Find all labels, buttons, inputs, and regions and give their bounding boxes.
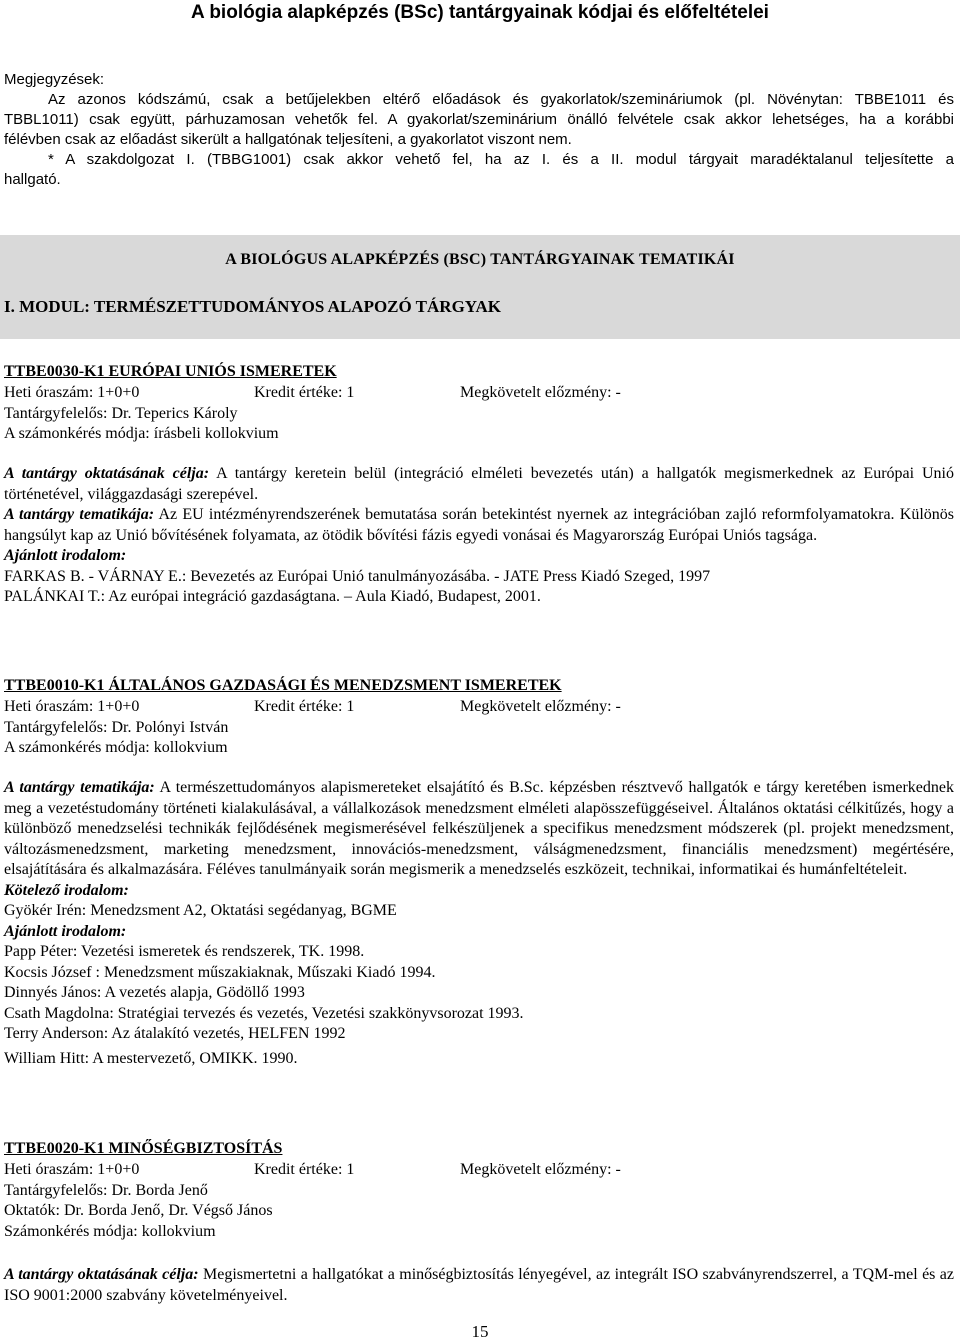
exam-method: A számonkérés módja: kollokvium xyxy=(4,739,228,756)
course-title: TTBE0010-K1 ÁLTALÁNOS GAZDASÁGI ÉS MENEDZSMENT ISMERETEK xyxy=(4,677,562,694)
literature-label: Ajánlott irodalom: xyxy=(4,547,127,564)
required-literature-label: Kötelező irodalom: xyxy=(4,881,129,899)
literature-item: Kocsis József : Menedzsment műszakiaknak, Műszaki Kiadó 1994. xyxy=(4,963,436,981)
page-number: 15 xyxy=(471,1322,489,1341)
course-ttbe0030-body xyxy=(4,464,954,608)
notes-label: Megjegyzések: xyxy=(4,71,105,88)
section-title: A BIOLÓGUS ALAPKÉPZÉS (BSC) TANTÁRGYAINAK TEMATIKÁI xyxy=(225,251,735,268)
course-ttbe0020 xyxy=(4,1139,954,1242)
goal-text: A tantárgy keretein belül (integráció elméleti bevezetés után) a hallgatók megismerkednek az Európai Unió történetével, világgazdasági szerepével. xyxy=(4,465,954,503)
course-meta xyxy=(4,383,954,404)
prerequisite: Megkövetelt előzmény: - xyxy=(460,1160,621,1178)
goal-label: A tantárgy oktatásának célja: xyxy=(4,465,210,482)
notes-block xyxy=(4,70,954,190)
notes-line: félévben csak az előadást sikerült a hallgatónak teljesíteni, a gyakorlatot viszont nem. xyxy=(4,131,572,148)
course-ttbe0030 xyxy=(4,362,954,445)
weekly-hours: Heti óraszám: 1+0+0 xyxy=(4,1160,140,1178)
exam-method: Számonkérés módja: kollokvium xyxy=(4,1222,216,1240)
notes-line: * A szakdolgozat I. (TBBG1001) csak akkor vehető fel, ha az I. és a II. modul tárgyait maradéktalanul teljesítette a xyxy=(48,151,954,168)
literature-item: Terry Anderson: Az átalakító vezetés, HELFEN 1992 xyxy=(4,1025,346,1042)
course-meta xyxy=(4,697,954,718)
course-meta xyxy=(4,1160,954,1181)
literature-item: Dinnyés János: A vezetés alapja, Gödöllő 1993 xyxy=(4,984,305,1001)
notes-line: Az azonos kódszámú, csak a betűjelekben eltérő előadások és gyakorlatok/szemináriumok (pl. Növénytan: TBBE1011 és xyxy=(48,91,954,108)
course-responsible: Tantárgyfelelős: Dr. Borda Jenő xyxy=(4,1181,208,1199)
literature-item: Csath Magdolna: Stratégiai tervezés és vezetés, Vezetési szakkönyvsorozat 1993. xyxy=(4,1004,524,1022)
prerequisite: Megkövetelt előzmény: - xyxy=(460,383,621,401)
course-responsible: Tantárgyfelelős: Dr. Polónyi István xyxy=(4,718,229,736)
course-teachers: Oktatók: Dr. Borda Jenő, Dr. Végső János xyxy=(4,1202,273,1219)
weekly-hours: Heti óraszám: 1+0+0 xyxy=(4,383,140,401)
goal-label: A tantárgy oktatásának célja: xyxy=(4,1266,199,1283)
literature-item: FARKAS B. - VÁRNAY E.: Bevezetés az Európai Unió tanulmányozásába. - JATE Press Kiadó Szeged, 1997 xyxy=(4,567,711,585)
course-ttbe0020-body xyxy=(4,1265,954,1306)
credit-value: Kredit értéke: 1 xyxy=(254,697,355,715)
notes-line: hallgató. xyxy=(4,171,61,188)
page-title: A biológia alapképzés (BSc) tantárgyainak kódjai és előfeltételei xyxy=(191,2,769,23)
literature-item: PALÁNKAI T.: Az európai integráció gazdaságtana. – Aula Kiadó, Budapest, 2001. xyxy=(4,588,541,605)
required-literature-item: Gyökér Irén: Menedzsment A2, Oktatási segédanyag, BGME xyxy=(4,902,397,919)
course-responsible: Tantárgyfelelős: Dr. Teperics Károly xyxy=(4,404,238,422)
exam-method: A számonkérés módja: írásbeli kollokvium xyxy=(4,425,279,442)
prerequisite: Megkövetelt előzmény: - xyxy=(460,697,621,715)
course-title: TTBE0020-K1 MINŐSÉGBIZTOSÍTÁS xyxy=(4,1140,283,1157)
weekly-hours: Heti óraszám: 1+0+0 xyxy=(4,697,140,715)
literature-item: William Hitt: A mestervezető, OMIKK. 1990. xyxy=(4,1049,298,1067)
notes-line: TBBL1011) csak együtt, párhuzamosan vehetők fel. A gyakorlat/szeminárium önálló felvétele csak akkor lehetséges, ha a korábbi xyxy=(4,111,954,128)
topic-text: Az EU intézményrendszerének bemutatása során betekintést nyernek az integrációban zajló reformfolyamatokra. Különös hangsúlyt kap az Unió bővítésének folyamata, az ötödik bővítési fázis egyedi vonásai és Magyarország Európai Uniós tagsága. xyxy=(4,506,955,544)
literature-item: Papp Péter: Vezetési ismeretek és rendszerek, TK. 1998. xyxy=(4,943,365,960)
credit-value: Kredit értéke: 1 xyxy=(254,1160,355,1178)
topic-label: A tantárgy tematikája: xyxy=(4,506,155,523)
credit-value: Kredit értéke: 1 xyxy=(254,383,355,401)
topic-text: A természettudományos alapismereteket elsajátító és B.Sc. képzésben résztvevő hallgatók e tárgy keretében ismerkednek meg a vezetéstudomány történeti kialakulásával, a vállalkozások menedzsment elméleti alapösszefüggéseivel. Általános oktatási célkitűzés, hogy a különböző menedzselési technikák fejlődésének megismerésével felkészüljenek a specifikus menedzsment módszerek (pl. projekt menedzsment, változásmenedzsment, marketing menedzsment, innovációs-menedzsment, válságmenedzsment, financiális menedzsment) megértésére, elsajátítására és alkalmazására. Féléves tanulmányaik során megismerik a menedzselés eszközeit, technikai, informatikai és humánfeltételeit. xyxy=(4,779,954,878)
course-ttbe0010 xyxy=(4,676,954,759)
section-banner xyxy=(0,235,960,339)
course-title: TTBE0030-K1 EURÓPAI UNIÓS ISMERETEK xyxy=(4,363,337,380)
course-ttbe0010-body xyxy=(4,778,954,1069)
topic-label: A tantárgy tematikája: xyxy=(4,779,155,796)
literature-label: Ajánlott irodalom: xyxy=(4,922,127,940)
module-title: I. MODUL: TERMÉSZETTUDOMÁNYOS ALAPOZÓ TÁRGYAK xyxy=(4,297,502,316)
goal-text: Megismertetni a hallgatókat a minőségbiztosítás lényegével, az integrált ISO szabványrendszerrel, a TQM-mel és az ISO 9001:2000 szabvány követelményeivel. xyxy=(4,1266,955,1304)
